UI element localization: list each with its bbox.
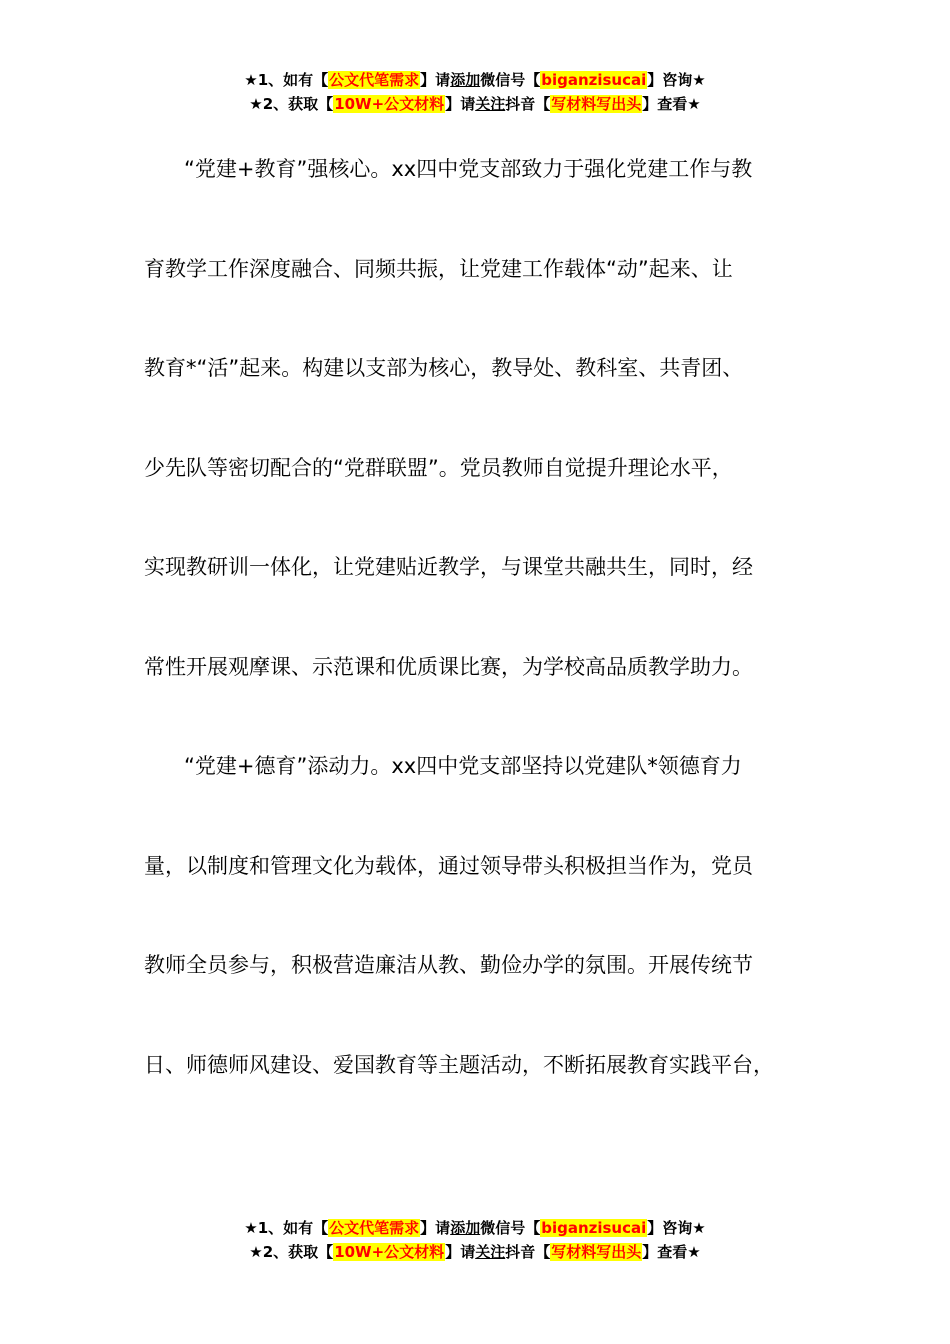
footer-highlight-wechat-id: biganzisucai: [541, 1219, 647, 1237]
footer-highlight-materials: 10W+公文材料: [334, 1243, 445, 1261]
paragraph-1-line-3: 教育*“活”起来。构建以支部为核心，教导处、教科室、共青团、: [144, 356, 744, 380]
paragraph-1-line-2: 育教学工作深度融合、同频共振，让党建工作载体“动”起来、让: [144, 256, 733, 281]
paragraph-2-line-2: 量，以制度和管理文化为载体，通过领导带头积极担当作为，党员: [144, 853, 753, 878]
footer-emphasis-follow: 关注: [475, 1243, 506, 1261]
header-highlight-wechat-id: biganzisucai: [541, 71, 647, 89]
paragraph-1-line-5: 实现教研训一体化，让党建贴近教学，与课堂共融共生，同时，经: [144, 555, 753, 579]
footer-highlight-douyin: 写材料写出头: [551, 1243, 642, 1261]
header-line-1: ★1、如有【公文代笔需求】请添加微信号【biganzisucai】咨询★: [244, 71, 706, 89]
header-highlight-douyin: 写材料写出头: [551, 95, 642, 113]
footer-line-1: ★1、如有【公文代笔需求】请添加微信号【biganzisucai】咨询★: [244, 1219, 706, 1237]
header-banner: [0, 68, 950, 116]
document-body: [144, 120, 824, 1115]
paragraph-2-line-3: 教师全员参与，积极营造廉洁从教、勤俭办学的氛围。开展传统节: [144, 953, 753, 977]
header-emphasis-add: 添加: [450, 71, 481, 89]
paragraph-1-line-4: 少先队等密切配合的“党群联盟”。党员教师自觉提升理论水平，: [144, 455, 733, 480]
paragraph-1-line-6: 常性开展观摩课、示范课和优质课比赛，为学校高品质教学助力。: [144, 654, 753, 679]
header-emphasis-follow: 关注: [475, 95, 506, 113]
paragraph-2-line-1: “党建+德育”添动力。xx四中党支部坚持以党建队*领德育力: [184, 754, 742, 778]
footer-line-2: ★2、获取【10W+公文材料】请关注抖音【写材料写出头】查看★: [249, 1243, 701, 1261]
paragraph-1-line-1: “党建+教育”强核心。xx四中党支部致力于强化党建工作与教: [184, 157, 753, 181]
header-highlight-materials: 10W+公文材料: [334, 95, 445, 113]
header-highlight-service: 公文代笔需求: [329, 71, 420, 89]
header-line-2: ★2、获取【10W+公文材料】请关注抖音【写材料写出头】查看★: [249, 95, 701, 113]
footer-banner: [0, 1216, 950, 1264]
paragraph-2-line-4: 日、师德师风建设、爱国教育等主题活动，不断拓展教育实践平台，: [144, 1052, 774, 1077]
footer-highlight-service: 公文代笔需求: [329, 1219, 420, 1237]
footer-emphasis-add: 添加: [450, 1219, 481, 1237]
